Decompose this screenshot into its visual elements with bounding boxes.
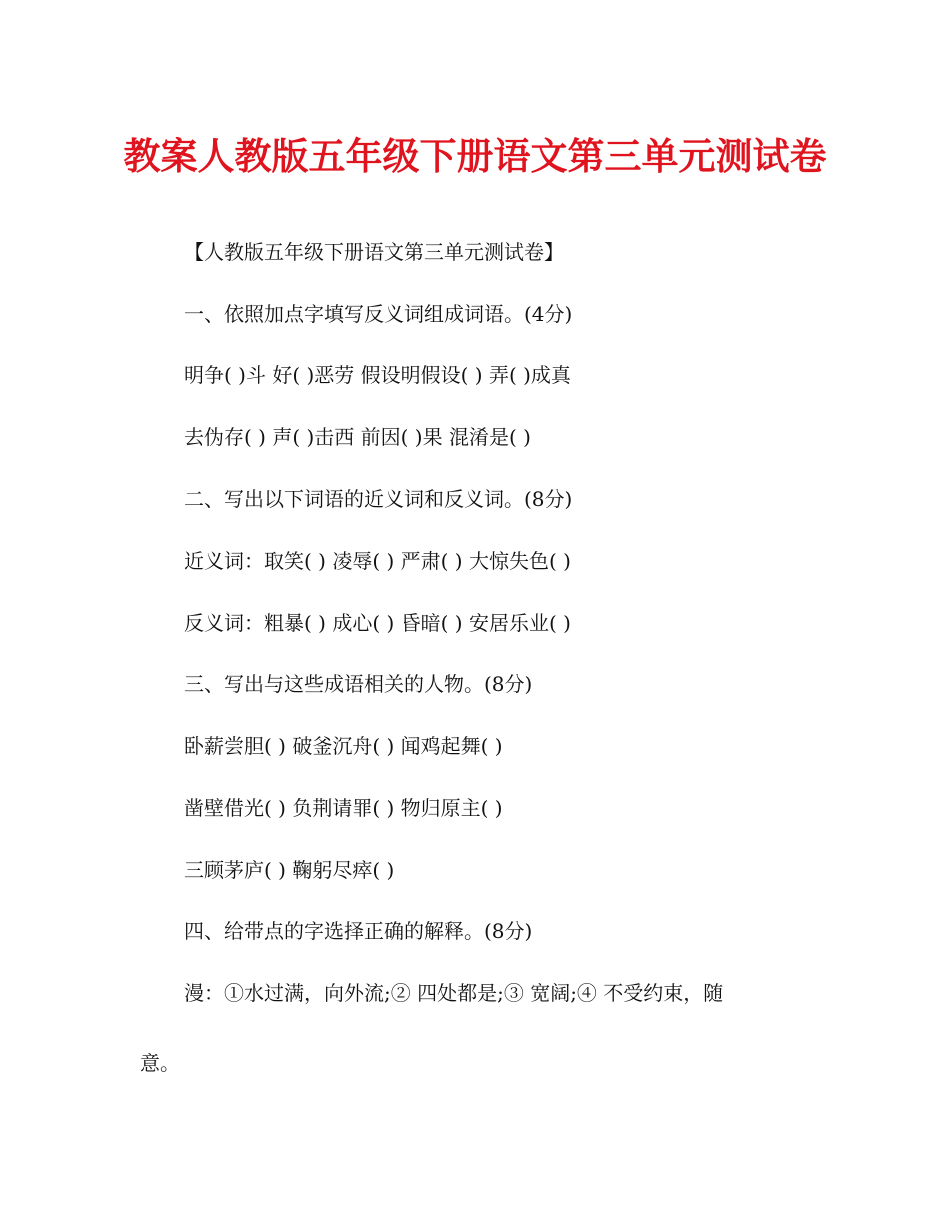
definition-line-continuation: 意。 [140, 1051, 180, 1075]
document-title: 教案人教版五年级下册语文第三单元测试卷 [123, 135, 827, 178]
synonym-line: 近义词：取笑( ) 凌辱( ) 严肃( ) 大惊失色( ) [184, 549, 571, 573]
section-3-line-1: 卧薪尝胆( ) 破釜沉舟( ) 闻鸡起舞( ) [184, 734, 503, 758]
section-4-heading: 四、给带点的字选择正确的解释。(8分) [184, 919, 533, 943]
definition-line: 漫：①水过满，向外流;② 四处都是;③ 宽阔;④ 不受约束，随 [184, 981, 724, 1005]
document-subtitle: 【人教版五年级下册语文第三单元测试卷】 [184, 240, 564, 264]
section-3-line-2: 凿壁借光( ) 负荆请罪( ) 物归原主( ) [184, 796, 503, 820]
section-1-line-2: 去伪存( ) 声( )击西 前因( )果 混淆是( ) [184, 425, 531, 449]
antonym-line: 反义词：粗暴( ) 成心( ) 昏暗( ) 安居乐业( ) [184, 611, 571, 635]
section-1-heading: 一、依照加点字填写反义词组成词语。(4分) [184, 302, 573, 326]
section-3-line-3: 三顾茅庐( ) 鞠躬尽瘁( ) [184, 858, 395, 882]
section-3-heading: 三、写出与这些成语相关的人物。(8分) [184, 672, 533, 696]
section-1-line-1: 明争( )斗 好( )恶劳 假设明假设( ) 弄( )成真 [184, 363, 571, 387]
section-2-heading: 二、写出以下词语的近义词和反义词。(8分) [184, 487, 573, 511]
